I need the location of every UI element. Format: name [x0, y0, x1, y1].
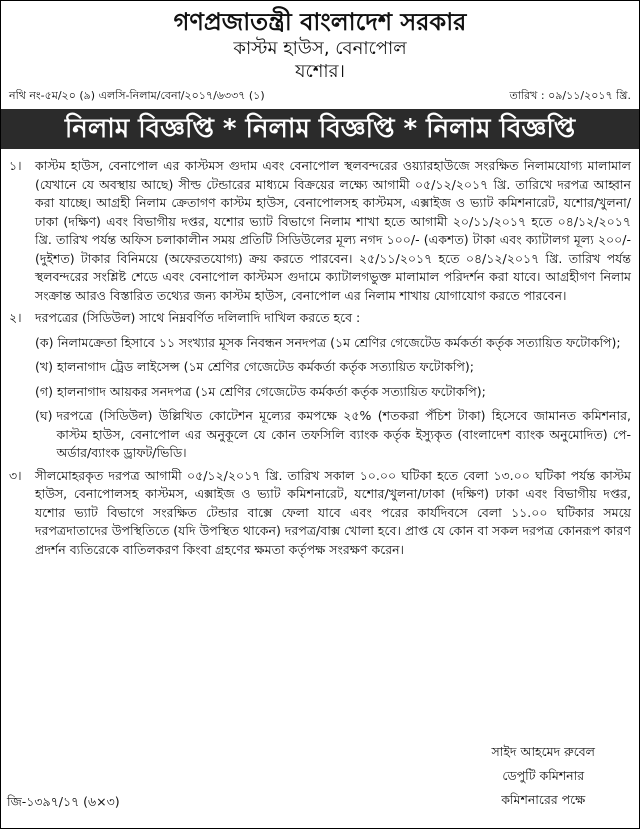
office-location: যশোর।: [295, 61, 345, 82]
clause-text: সীলমোহরকৃত দরপত্র আগামী ০৫/১২/২০১৭ খ্রি. তারিখ সকাল ১০.০০ ঘটিকা হতে বেলা ১৩.০০ ঘটিকা পর্যন্ত কাস্টম হাউস, বেনাপোলসহ কাস্টমস, এক্সাইজ ও ভ্যাট কমিশনারেট, যশোর/খুলনা/ঢাকা (দক্ষিণ) ঢাকা এবং বিভাগীয় দপ্তর, যশোর ভ্যাট বিভাগে সংরক্ষিত টেন্ডার বাক্সে ফেলা যাবে এবং পরের কার্যদিবসে বেলা ১১.০০ ঘটিকার সময়ে দরপত্রদাতাদের উপস্থিতিতে (যদি উপস্থিত থাকেন) দরপত্র/বাক্স খোলা হবে। প্রাপ্ত যে কোন বা সকল দরপত্র কোনরূপ কারণ প্রদর্শন ব্যতিরেকে বাতিলকরণ কিংবা গ্রহণের ক্ষমতা কর্তৃপক্ষ সংরক্ষণ করেন।: [35, 467, 631, 557]
clause-number: ১।: [9, 158, 22, 173]
auction-banner: নিলাম বিজ্ঞপ্তি * নিলাম বিজ্ঞপ্তি * নিলাম বিজ্ঞপ্তি: [1, 109, 639, 149]
government-title: গণপ্রজাতন্ত্রী বাংলাদেশ সরকার: [173, 8, 467, 36]
memo-number: নথি নং-৫ম/২০ (৯) এলসি-নিলাম/বেনা/২০১৭/৬৩৩৭ (১): [9, 89, 265, 102]
clause-number: ২।: [9, 310, 22, 325]
requirement-label: (ঘ): [35, 408, 53, 423]
requirement-label: (ক): [35, 334, 54, 350]
header: [1, 1, 639, 83]
notice-body: [1, 149, 639, 559]
office-name: কাস্টম হাউস, বেনাপোল: [233, 38, 407, 59]
requirement-text: নিলামক্রেতা হিসাবে ১১ সংখ্যার মূসক নিবন্ধন সনদপত্র (১ম শ্রেণির গেজেটেড কর্মকর্তা কর্তৃক সত্যায়িত ফটোকপি);: [57, 334, 621, 350]
clause-2: [9, 309, 631, 328]
signature-block: [492, 740, 595, 812]
clause-number: ৩।: [9, 467, 22, 483]
document-requirement: [35, 407, 631, 463]
clause-3: [9, 467, 631, 560]
document-requirement: [35, 383, 631, 402]
requirement-text: দরপত্রে (সিডিউল) উল্লিখিত কোটেশন মূল্যের কমপক্ষে ২৫% (শতকরা পঁচিশ টাকা) হিসেবে জামানত কমিশনার, কাস্টম হাউস, বেনাপোল এর অনুকূলে যে কোন তফসিলি ব্যাংক কর্তৃক ইস্যুকৃত (বাংলাদেশ ব্যাংক অনুমোদিত) পে-অর্ডার/ব্যাংক ড্রাফট/ভিডি।: [56, 408, 631, 460]
requirement-text: হালনাগাদ আয়কর সনদপত্র (১ম শ্রেণির গেজেটেড কর্মকর্তা কর্তৃক সত্যায়িত ফটোকপি);: [56, 383, 486, 399]
clause-1: [9, 157, 631, 305]
requirement-label: (খ): [35, 359, 53, 374]
requirement-text: হালনাগাদ ট্রেড লাইসেন্স (১ম শ্রেণির গেজেটেড কর্মকর্তা কর্তৃক সত্যায়িত ফটোকপি);: [56, 359, 475, 374]
signatory-name: সাইদ আহমেদ রুবেল: [491, 744, 595, 759]
signatory-on-behalf: কমিশনারের পক্ষে: [501, 792, 586, 807]
signatory-title: ডেপুটি কমিশনার: [502, 768, 585, 783]
publication-code: জি-১৩৯৭/১৭ (৬×৩): [7, 794, 120, 809]
notice-date: তারিখ : ০৯/১১/২০১৭ খ্রি.: [509, 89, 631, 102]
reference-line: [1, 83, 639, 103]
clause-text: দরপত্রের (সিডিউল) সাথে নিম্নবর্ণিত দলিলাদি দাখিল করতে হবে :: [35, 310, 361, 325]
requirement-label: (গ): [35, 383, 53, 399]
document-requirement: [35, 334, 631, 353]
document-requirement: [35, 358, 631, 377]
clause-text: কাস্টম হাউস, বেনাপোল এর কাস্টমস গুদাম এবং বেনাপোল স্থলবন্দরের ওয়্যারহাউজে সংরক্ষিত নিলামযোগ্য মালামাল (যেখানে যে অবস্থায় আছে) সীল্ড টেন্ডারের মাধ্যমে বিক্রয়ের লক্ষ্যে আগামী ০৫/১২/২০১৭ খ্রি. তারিখে দরপত্র আহ্বান করা যাচ্ছে। আগ্রহী নিলাম ক্রেতাগণ কাস্টম হাউস, বেনাপোলসহ কাস্টমস, এক্সাইজ ও ভ্যাট কমিশনারেট, যশোর/খুলনা/ঢাকা (দক্ষিণ) এবং বিভাগীয় দপ্তর, যশোর ভ্যাট বিভাগে নিলাম শাখা হতে আগামী ২০/১১/২০১৭ হতে ০৪/১২/২০১৭ খ্রি. তারিখ পর্যন্ত অফিস চলাকালীন সময় প্রতিটি সিডিউলের মূল্য নগদ ১০০/- (একশত) টাকা এবং ক্যাটালগ মূল্য ২০০/- (দুইশত) টাকার বিনিময়ে (অফেরতযোগ্য) ক্রয় করতে পারবেন। ২৫/১১/২০১৭ হতে ০৪/১২/২০১৭ খ্রি. তারিখ পর্যন্ত স্থলবন্দরের সংশ্লিষ্ট শেডে এবং বেনাপোল কাস্টমস গুদামে ক্যাটালগভুক্ত মালামাল পরিদর্শন করা যাবে। আগ্রহীগণ নিলাম সংক্রান্ত আরও বিস্তারিত তথ্যের জন্য কাস্টম হাউস, বেনাপোল এর নিলাম শাখায় যোগাযোগ করতে পারবেন।: [35, 158, 631, 303]
